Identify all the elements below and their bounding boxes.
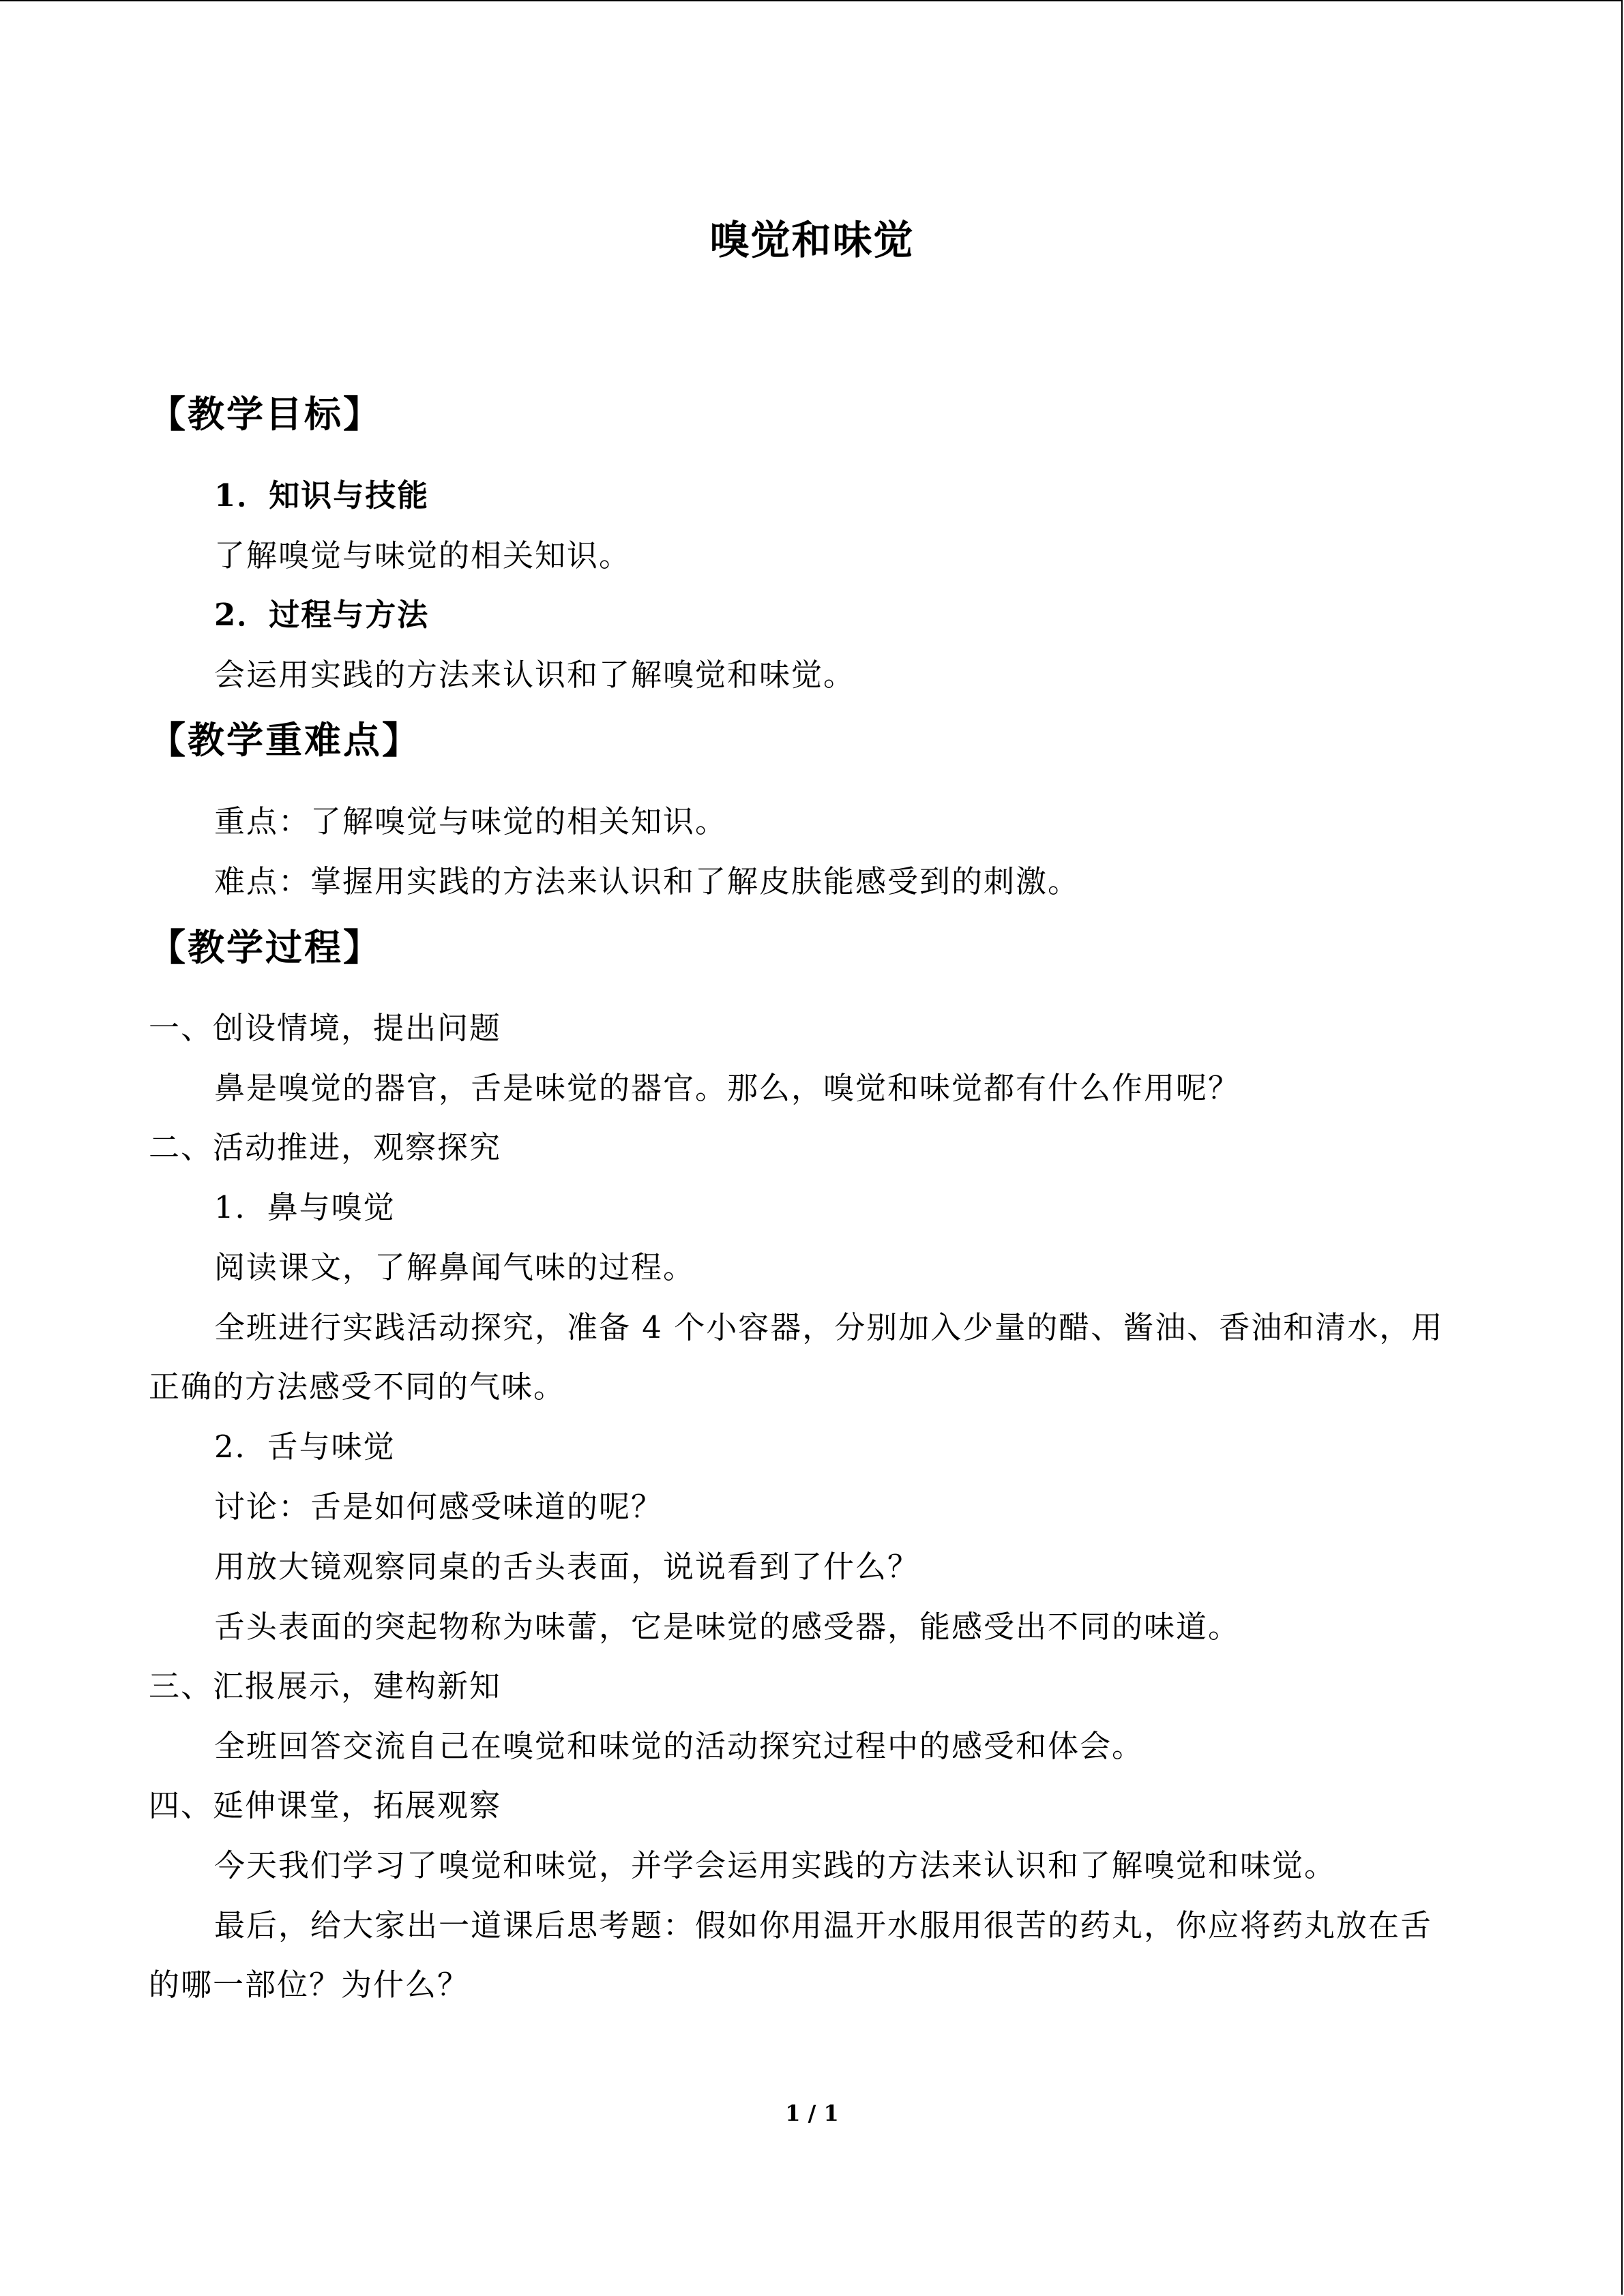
document-title: 嗅觉和味觉 (709, 217, 915, 263)
process-subheading: 1．鼻与嗅觉 (214, 1189, 396, 1225)
process-paragraph: 全班回答交流自己在嗅觉和味觉的活动探究过程中的感受和体会。 (214, 1728, 1145, 1764)
process-step-title: 一、创设情境，提出问题 (149, 1010, 502, 1046)
process-step-title: 二、活动推进，观察探究 (149, 1129, 502, 1165)
goal-subheading-knowledge: 1．知识与技能 (214, 477, 430, 513)
process-paragraph: 用放大镜观察同桌的舌头表面，说说看到了什么？ (214, 1549, 920, 1585)
process-paragraph: 全班进行实践活动探究，准备 4 个小容器，分别加入少量的醋、酱油、香油和清水，用 (214, 1309, 1444, 1345)
page-number: 1 / 1 (785, 2100, 839, 2126)
process-paragraph: 讨论：舌是如何感受味道的呢？ (214, 1489, 664, 1525)
process-paragraph: 阅读课文，了解鼻闻气味的过程。 (214, 1249, 696, 1285)
process-step-title: 三、汇报展示，建构新知 (149, 1668, 502, 1704)
section-heading-goals: 【教学目标】 (149, 392, 382, 436)
keypoint-text: 重点：了解嗅觉与味觉的相关知识。 (214, 803, 728, 839)
section-heading-keypoints: 【教学重难点】 (149, 718, 421, 762)
process-paragraph: 舌头表面的突起物称为味蕾，它是味觉的感受器，能感受出不同的味道。 (214, 1609, 1241, 1645)
difficulty-text: 难点：掌握用实践的方法来认识和了解皮肤能感受到的刺激。 (214, 863, 1080, 899)
process-paragraph: 鼻是嗅觉的器官，舌是味觉的器官。那么，嗅觉和味觉都有什么作用呢？ (214, 1070, 1241, 1106)
section-heading-process: 【教学过程】 (149, 925, 382, 969)
goal-text-process: 会运用实践的方法来认识和了解嗅觉和味觉。 (214, 657, 856, 693)
goal-subheading-process: 2．过程与方法 (214, 597, 430, 633)
process-paragraph-continued: 的哪一部位？为什么？ (149, 1967, 470, 2003)
process-subheading: 2．舌与味觉 (214, 1429, 396, 1465)
process-paragraph: 今天我们学习了嗅觉和味觉，并学会运用实践的方法来认识和了解嗅觉和味觉。 (214, 1847, 1337, 1883)
process-step-title: 四、延伸课堂，拓展观察 (149, 1787, 502, 1823)
process-paragraph-continued: 正确的方法感受不同的气味。 (149, 1369, 566, 1405)
process-paragraph: 最后，给大家出一道课后思考题：假如你用温开水服用很苦的药丸，你应将药丸放在舌 (214, 1907, 1433, 1943)
goal-text-knowledge: 了解嗅觉与味觉的相关知识。 (214, 537, 632, 573)
